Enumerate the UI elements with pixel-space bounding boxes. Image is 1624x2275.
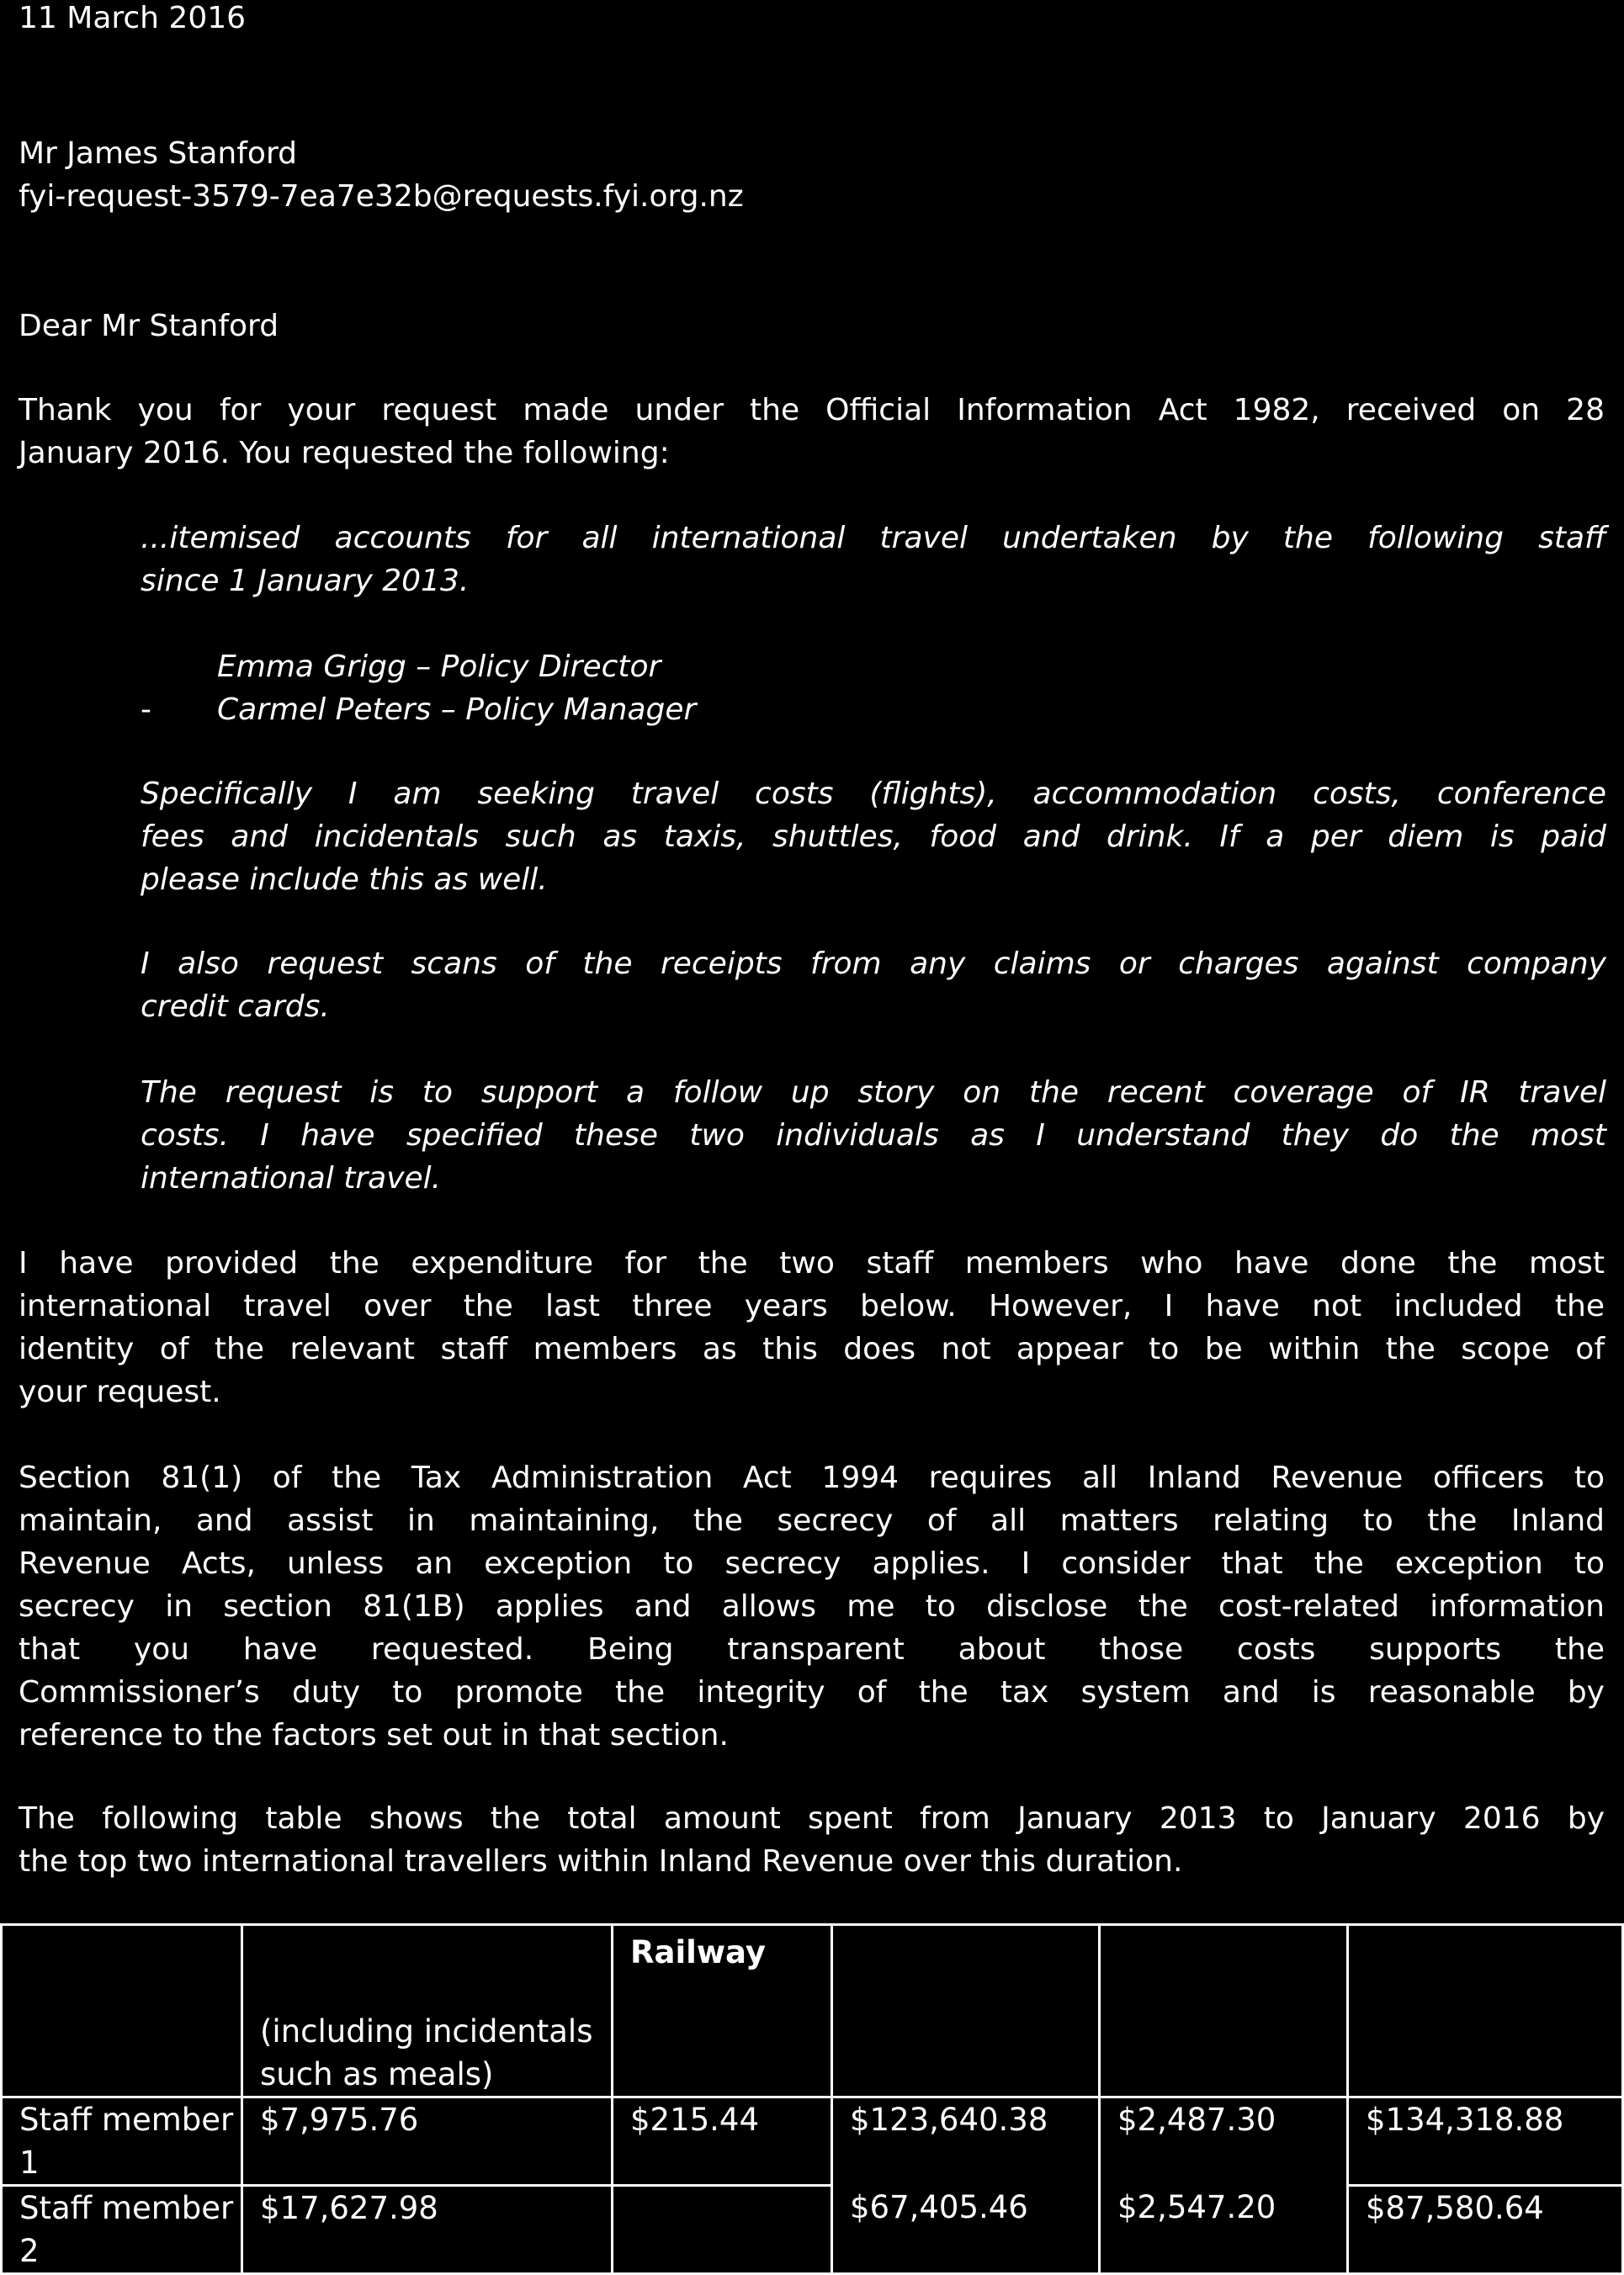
header-cell xyxy=(1348,1925,1623,2097)
text-line: the top two international travellers within Inland Revenue over this duration. xyxy=(19,1844,1183,1879)
provided-paragraph xyxy=(19,1242,1605,1413)
staff-name: Emma Grigg – Policy Director xyxy=(217,650,661,684)
table-cell: $2,547.20 xyxy=(1100,2186,1348,2274)
text-line: Section 81(1) of the Tax Administration Act 1994 requires all Inland Revenue officers to xyxy=(19,1461,1605,1495)
header-cell xyxy=(1100,1925,1348,2097)
table-cell: $134,318.88 xyxy=(1348,2097,1623,2186)
text-line: maintain, and assist in maintaining, the secrecy of all matters relating to the Inland xyxy=(19,1503,1605,1538)
text-line: that you have requested. Being transparent about those costs supports the xyxy=(19,1632,1605,1667)
table-cell: $123,640.38 xyxy=(832,2097,1100,2186)
salutation-text: Dear Mr Stanford xyxy=(19,309,279,343)
table-row xyxy=(2,2186,1623,2274)
text-line: Revenue Acts, unless an exception to secrecy applies. I consider that the exception to xyxy=(19,1546,1605,1581)
text-line: Mr James Stanford xyxy=(19,136,297,171)
row-label: Staff member 1 xyxy=(2,2097,242,2186)
salutation xyxy=(19,305,1605,347)
named-staff-list xyxy=(141,645,1624,731)
table-cell xyxy=(613,2186,832,2274)
text-line: The following table shows the total amount spent from January 2013 to January 2016 by xyxy=(19,1801,1605,1836)
quoted-story xyxy=(141,1071,1606,1200)
addressee xyxy=(19,132,1605,218)
quoted-request xyxy=(141,517,1606,602)
text-line: I have provided the expenditure for the two staff members who have done the most xyxy=(19,1246,1605,1281)
header-cell xyxy=(832,1925,1100,2097)
text-line: please include this as well. xyxy=(141,862,548,897)
table-row xyxy=(2,2097,1623,2186)
table-cell: $67,405.46 xyxy=(832,2186,1100,2274)
travel-cost-table xyxy=(0,1923,1624,2275)
text-line: I also request scans of the receipts from any claims or charges against company xyxy=(141,947,1606,981)
text-line: your request. xyxy=(19,1375,221,1409)
dash-bullet: - xyxy=(141,692,151,727)
section-81-paragraph xyxy=(19,1456,1605,1757)
intro-paragraph xyxy=(19,389,1605,475)
quoted-specifics xyxy=(141,772,1606,901)
table-intro-paragraph xyxy=(19,1797,1605,1883)
table-header-row xyxy=(2,1925,1623,2097)
header-cell: (including incidentals such as meals) xyxy=(242,1925,613,2097)
text-line: fyi-request-3579-7ea7e32b@requests.fyi.org.nz xyxy=(19,179,744,214)
text-line: since 1 January 2013. xyxy=(141,564,470,598)
table-cell: $215.44 xyxy=(613,2097,832,2186)
table-cell: $2,487.30 xyxy=(1100,2097,1348,2186)
date-text: 11 March 2016 xyxy=(19,1,247,35)
table-cell: $87,580.64 xyxy=(1348,2186,1623,2274)
text-line: costs. I have specified these two individuals as I understand they do the most xyxy=(141,1118,1606,1153)
named-staff-item xyxy=(141,645,1624,688)
row-label: Staff member 2 xyxy=(2,2186,242,2274)
table-cell: $7,975.76 xyxy=(242,2097,613,2186)
letter-date xyxy=(19,0,1605,40)
staff-name: Carmel Peters – Policy Manager xyxy=(217,692,697,727)
text-line: Thank you for your request made under the Official Information Act 1982, received on 28 xyxy=(19,393,1605,427)
text-line: international travel over the last three years below. However, I have not included the xyxy=(19,1289,1605,1323)
header-cell xyxy=(2,1925,242,2097)
text-line: credit cards. xyxy=(141,989,330,1024)
header-cell: Railway xyxy=(613,1925,832,2097)
named-staff-item xyxy=(141,688,1624,731)
text-line: reference to the factors set out in that section. xyxy=(19,1718,729,1753)
text-line: ...itemised accounts for all international travel undertaken by the following staff xyxy=(141,521,1606,555)
table-cell: $17,627.98 xyxy=(242,2186,613,2274)
text-line: fees and incidentals such as taxis, shuttles, food and drink. If a per diem is paid xyxy=(141,819,1606,854)
text-line: secrecy in section 81(1B) applies and allows me to disclose the cost-related information xyxy=(19,1589,1605,1624)
quoted-receipts xyxy=(141,942,1606,1028)
text-line: identity of the relevant staff members as this does not appear to be within the scope of xyxy=(19,1332,1605,1366)
text-line: international travel. xyxy=(141,1161,442,1196)
text-line: The request is to support a follow up story on the recent coverage of IR travel xyxy=(141,1075,1606,1110)
text-line: January 2016. You requested the following: xyxy=(19,436,670,470)
text-line: Specifically I am seeking travel costs (flights), accommodation costs, conference xyxy=(141,777,1606,811)
text-line: Commissioner’s duty to promote the integrity of the tax system and is reasonable by xyxy=(19,1675,1605,1710)
